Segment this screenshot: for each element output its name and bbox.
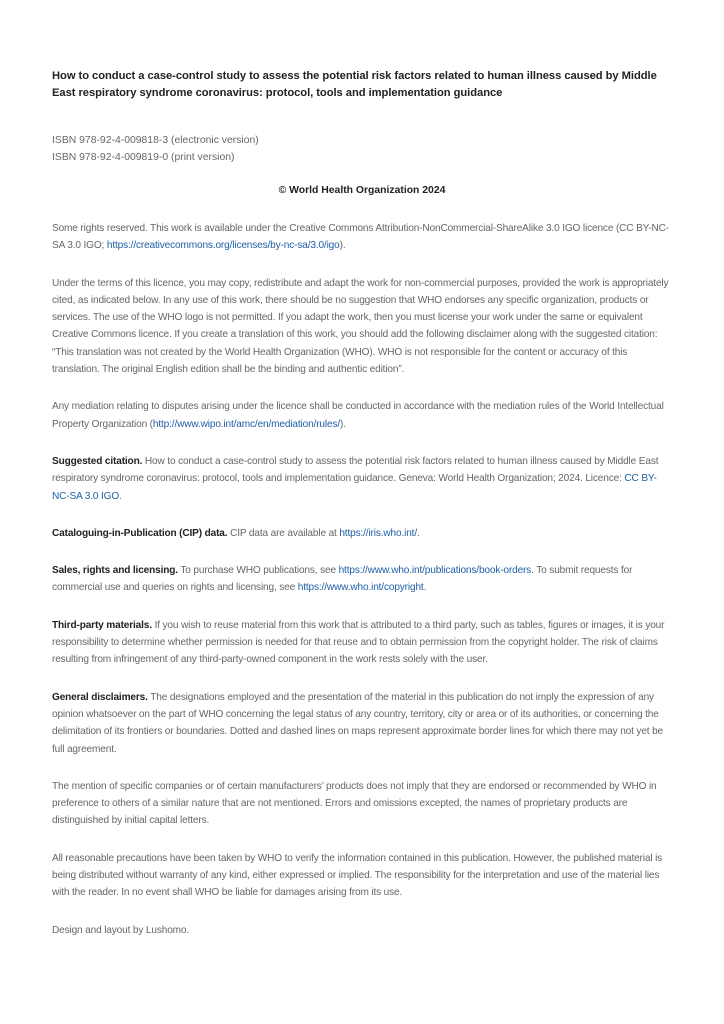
sales-text-end: . — [423, 582, 427, 594]
mediation-text-end: ). — [340, 418, 346, 430]
copyright-link[interactable]: https://www.who.int/copyright — [297, 582, 424, 594]
third-party-text: If you wish to reuse material from this work that is attributed to a third party, such as tables, figures or images, it is your responsibility to determine whether permission is needed for that reuse and to obtain permission from the copyright holder. The risk of claims resulting from infringement of any third-party-owned component in the work rests solely with the user. — [52, 619, 665, 666]
cip-text-end: . — [416, 527, 420, 539]
disclaimers-heading: General disclaimers. — [52, 691, 148, 703]
wipo-mediation-link[interactable]: http://www.wipo.int/amc/en/mediation/rules/ — [152, 418, 341, 430]
third-party-paragraph — [52, 617, 672, 669]
document-title: How to conduct a case-control study to assess the potential risk factors related to human illness caused by Middle East respiratory syndrome coronavirus: protocol, tools and implementation guidance — [52, 70, 657, 99]
design-credit: Design and layout by Lushomo. — [52, 924, 190, 936]
sales-heading: Sales, rights and licensing. — [52, 565, 178, 577]
rights-text-end: ). — [339, 240, 346, 252]
cip-text: CIP data are available at — [227, 527, 340, 539]
citation-text-end: . — [119, 490, 122, 502]
disclaimers-text: The designations employed and the presentation of the material in this publication do not imply the expression of any opinion whatsoever on the part of WHO concerning the legal status of any country, territory, city or area or of its authorities, or concerning the delimitation of its frontiers or boundaries. Dotted and dashed lines on maps represent approximate border lines for which there may not yet be full agreement. — [52, 691, 664, 755]
citation-heading: Suggested citation. — [52, 455, 143, 467]
third-party-heading: Third-party materials. — [52, 619, 152, 631]
sales-paragraph — [52, 562, 672, 597]
rights-paragraph — [52, 220, 672, 255]
sales-text-mid: . To submit requests for commercial use and queries on rights and licensing, see — [52, 565, 633, 594]
licence-terms-paragraph: Under the terms of this licence, you may copy, redistribute and adapt the work for non-commercial purposes, provided the work is appropriately cited, as indicated below. In any use of this work, there should be no suggestion that WHO endorses any specific organization, products or services. The use of the WHO logo is not permitted. If you adapt the work, then you must license your work under the same or equivalent Creative Commons licence. If you create a translation of this work, you should add the following disclaimer along with the suggested citation: “This translation was not created by the World Health Organization (WHO). WHO is not responsible for the content or accuracy of this translation. The original English edition shall be the binding and authentic edition”. — [52, 277, 669, 376]
rights-text: Some rights reserved. This work is available under the Creative Commons Attribution-NonCommercial-ShareAlike 3.0 IGO licence (CC BY-NC-SA 3.0 IGO; — [52, 223, 670, 252]
citation-paragraph — [52, 453, 672, 505]
sales-text: To purchase WHO publications, see — [177, 565, 339, 577]
mediation-text: Any mediation relating to disputes arising under the licence shall be conducted in accordance with the mediation rules of the World Intellectual Property Organization ( — [52, 401, 664, 430]
companies-paragraph: The mention of specific companies or of certain manufacturers’ products does not imply that they are endorsed or recommended by WHO in preference to others of a similar nature that are not mentioned. Errors and omissions excepted, the names of proprietary products are distinguished by initial capital letters. — [52, 780, 657, 827]
creative-commons-link[interactable]: https://creativecommons.org/licenses/by-nc-sa/3.0/igo — [106, 240, 340, 252]
book-orders-link[interactable]: https://www.who.int/publications/book-orders — [338, 565, 532, 577]
mediation-paragraph — [52, 398, 672, 433]
cip-heading: Cataloguing-in-Publication (CIP) data. — [52, 527, 228, 539]
iris-link[interactable]: https://iris.who.int/ — [339, 527, 417, 539]
cip-paragraph — [52, 525, 672, 542]
citation-text: How to conduct a case-control study to assess the potential risk factors related to human illness caused by Middle East respiratory syndrome coronavirus: protocol, tools and implementation guidance. Geneva: World Health Organization; 2024. Licence: — [52, 455, 659, 485]
licence-link[interactable]: CC BY-NC-SA 3.0 IGO — [52, 473, 657, 502]
disclaimers-paragraph — [52, 689, 672, 758]
precautions-paragraph: All reasonable precautions have been taken by WHO to verify the information contained in this publication. However, the published material is being distributed without warranty of any kind, either expressed or implied. The responsibility for the interpretation and use of the material lies with the reader. In no event shall WHO be liable for damages arising from its use. — [52, 852, 663, 899]
copyright-page — [52, 68, 672, 959]
isbn-block — [52, 132, 672, 166]
isbn-electronic: ISBN 978-92-4-009818-3 (electronic version) — [52, 135, 259, 146]
copyright-notice: © World Health Organization 2024 — [278, 185, 446, 196]
isbn-print: ISBN 978-92-4-009819-0 (print version) — [52, 152, 235, 163]
